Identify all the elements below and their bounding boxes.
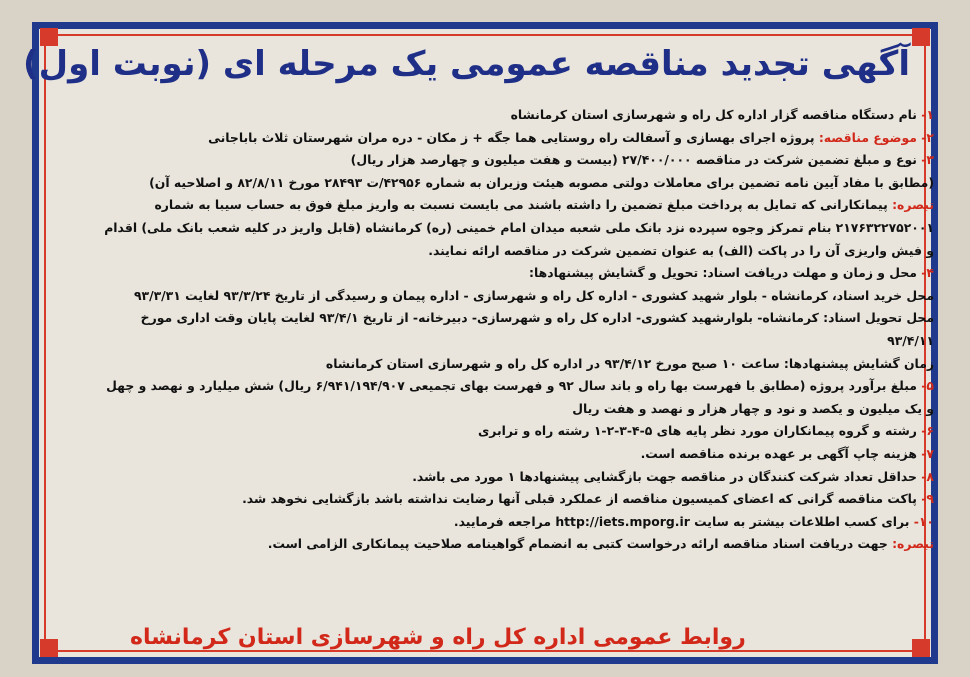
notice-line: [50, 330, 934, 353]
line-text: محل و زمان و مهلت دریافت اسناد: تحویل و گشایش پیشنهادها:: [529, 265, 917, 281]
notice-line: [50, 172, 934, 195]
line-text: (مطابق با مفاد آیین نامه تضمین برای معاملات دولتی مصوبه هیئت وزیران به شماره ۴۲۹۵۶/ت ۲۸۴۹۳ مورخ ۸۲/۸/۱۱ و اصلاحیه آن): [149, 174, 934, 190]
notice-line: [50, 533, 934, 556]
notice-line: [50, 104, 934, 127]
line-number: ۶-: [916, 423, 934, 439]
notice-line: [50, 240, 934, 263]
line-text: نوع و مبلغ تضمین شرکت در مناقصه ۲۷/۴۰۰/۰۰۰ (بیست و هفت میلیون و چهارصد هزار ریال): [350, 152, 917, 168]
corner-square-bottom-right: [912, 639, 930, 657]
notice-line: [50, 420, 934, 443]
line-number: ۱-: [916, 107, 934, 122]
line-text: هزینه چاپ آگهی بر عهده برنده مناقصه است.: [640, 445, 917, 461]
notice-line: [50, 488, 934, 511]
notice-line: [50, 262, 934, 285]
line-text: زمان گشایش پیشنهادها: ساعت ۱۰ صبح مورخ ۹۳/۴/۱۲ در اداره کل راه و شهرسازی استان کرمانشاه: [325, 355, 934, 371]
line-text: و یک میلیون و یکصد و نود و چهار هزار و نهصد و هفت ریال: [572, 400, 934, 416]
notice-line: [50, 217, 934, 240]
corner-square-bottom-left: [40, 639, 58, 657]
notice-line: [50, 466, 934, 489]
line-number: ۳-: [916, 152, 934, 168]
notice-title: آگهی تجدید مناقصه عمومی یک مرحله ای (نوبت اول): [23, 44, 910, 84]
line-text: پاکت مناقصه گرانی که اعضای کمیسیون مناقصه از عملکرد قبلی آنها رضایت نداشته باشد بازگشایی نخوهد شد.: [242, 491, 917, 507]
notice-line: [50, 353, 934, 376]
notice-line: [50, 285, 934, 308]
line-text: محل خرید اسناد، کرمانشاه - بلوار شهید کشوری - اداره کل راه و شهرسازی - اداره پیمان و رسیدگی از تاریخ ۹۳/۳/۲۴ لغایت ۹۳/۳/۳۱: [133, 287, 934, 303]
line-text: جهت دریافت اسناد مناقصه ارائه درخواست کتبی به انضمام گواهینامه صلاحیت پیمانکاری الزامی است.: [267, 536, 888, 552]
line-text: حداقل تعداد شرکت کنندگان در مناقصه جهت بازگشایی پیشنهادها ۱ مورد می باشد.: [412, 468, 917, 484]
line-text: ۲۱۷۶۳۲۲۷۵۲۰۰۱ بنام تمرکز وجوه سپرده نزد بانک ملی شعبه میدان امام خمینی (ره) کرمانشاه (قابل واریز در کلیه شعب بانک ملی) اقدام: [104, 219, 934, 235]
line-label: موضوع مناقصه:: [814, 129, 917, 145]
line-number: ۱۰-: [909, 513, 934, 529]
line-text: برای کسب اطلاعات بیشتر به سایت http://iets.mporg.ir مراجعه فرمایید.: [453, 513, 910, 529]
corner-square-top-right: [912, 28, 930, 46]
notice-line: [50, 398, 934, 421]
line-text: ۹۳/۴/۱۱: [887, 332, 934, 348]
notice-line: [50, 443, 934, 466]
notice-line: [50, 149, 934, 172]
line-text: پیمانکارانی که تمایل به پرداخت مبلغ تضمین را داشته باشند می بایست نسبت به واریز مبلغ فوق به حساب سیبا به شماره: [154, 197, 888, 213]
line-text: مبلغ برآورد پروژه (مطابق با فهرست بها راه و باند سال ۹۲ و فهرست بهای تجمیعی ۶/۹۴۱/۱۹۴/۹۰۷ ریال) شش میلیارد و نهصد و چهل: [106, 378, 917, 394]
notice-line: [50, 511, 934, 534]
notice-line: [50, 127, 934, 150]
line-text: و فیش واریزی آن را در پاکت (الف) به عنوان تضمین شرکت در مناقصه ارائه نمایند.: [428, 242, 934, 258]
line-number: ۷-: [916, 445, 934, 461]
notice-body: [50, 104, 934, 556]
footer-signature: [90, 618, 910, 658]
line-number: ۸-: [916, 468, 934, 484]
notice-line: [50, 375, 934, 398]
line-text: نام دستگاه مناقصه گزار اداره کل راه و شهرسازی استان کرمانشاه: [510, 107, 917, 122]
line-label: تبصره:: [887, 536, 934, 552]
notice-line: [50, 194, 934, 217]
line-text: محل تحویل اسناد: کرمانشاه- بلوارشهید کشوری- اداره کل راه و شهرسازی- دبیرخانه- از تاریخ ۹۳/۴/۱ لغایت پایان وقت اداری مورخ: [140, 310, 934, 326]
line-text: پروژه اجرای بهسازی و آسفالت راه روستایی هما جگه + ز مکان - دره مران شهرستان ثلاث باباجانی: [208, 129, 815, 145]
line-number: ۲-: [916, 129, 934, 145]
line-text: رشته و گروه پیمانکاران مورد نظر پایه های ۵-۴-۳-۲-۱ رشته راه و ترابری: [477, 423, 917, 439]
line-number: ۵-: [916, 378, 934, 394]
footer-text: روابط عمومی اداره کل راه و شهرسازی استان کرمانشاه: [130, 625, 746, 650]
line-number: ۴-: [916, 265, 934, 281]
notice-line: [50, 307, 934, 330]
line-number: ۹-: [916, 491, 934, 507]
line-label: تبصره:: [887, 197, 934, 213]
